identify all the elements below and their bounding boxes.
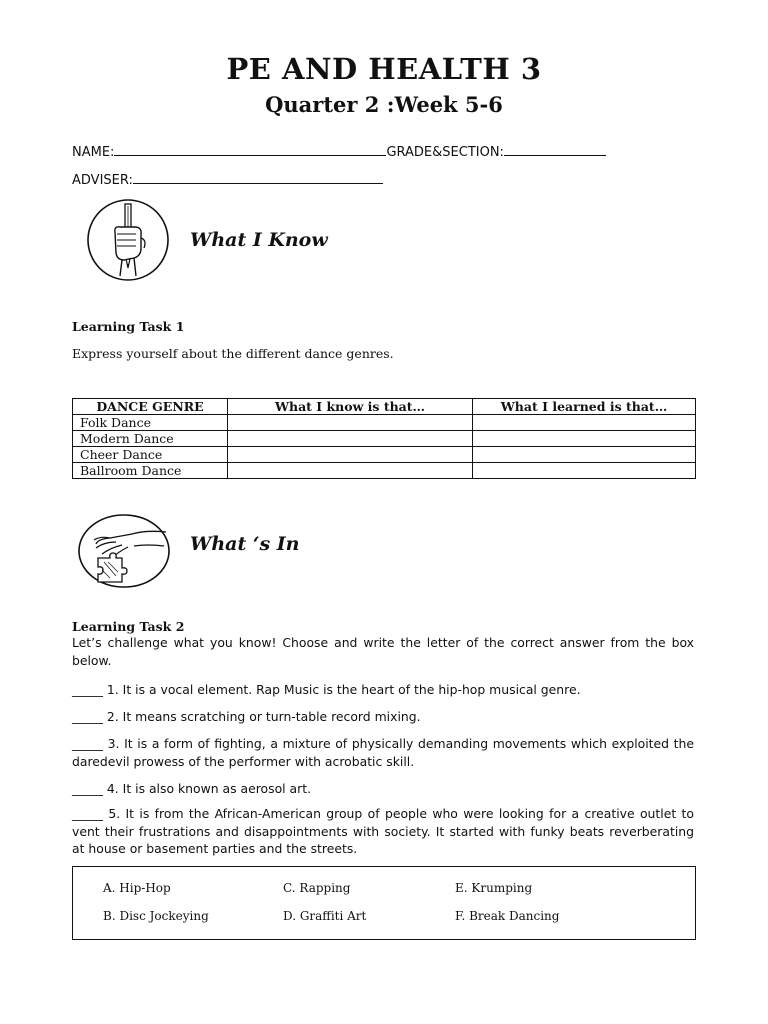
adviser-row (72, 171, 383, 188)
name-blank[interactable] (114, 143, 386, 156)
page-title: PE AND HEALTH 3 (226, 52, 542, 86)
grade-section-label: GRADE&SECTION: (386, 145, 504, 160)
table-row (73, 431, 696, 447)
table-row (73, 415, 696, 431)
genre-cell: Ballroom Dance (73, 463, 228, 479)
adviser-label: ADVISER: (72, 173, 133, 188)
answer-choices-box (72, 866, 696, 940)
column-header: What I know is that… (228, 399, 473, 415)
choice-d: D. Graffiti Art (283, 909, 367, 923)
learning-task-2-label: Learning Task 2 (72, 619, 185, 634)
know-cell[interactable] (228, 415, 473, 431)
question-item: _____ 4. It is also known as aerosol art. (72, 781, 312, 796)
adviser-blank[interactable] (133, 171, 383, 184)
question-item: _____ 1. It is a vocal element. Rap Music is the heart of the hip-hop musical genre. (72, 682, 581, 697)
learned-cell[interactable] (473, 447, 696, 463)
choice-b: B. Disc Jockeying (103, 909, 209, 923)
learning-task-1-label: Learning Task 1 (72, 319, 185, 334)
question-item: _____ 5. It is from the African-American group of people who were looking for a creative outlet to vent their frustrations and disappointments with society. It started with funky beats reverberating at house or basement parties and the streets. (72, 806, 694, 856)
whats-in-heading: What ‘s In (190, 533, 300, 555)
know-cell[interactable] (228, 431, 473, 447)
column-header: What I learned is that… (473, 399, 696, 415)
learned-cell[interactable] (473, 431, 696, 447)
task-2-instruction: Let’s challenge what you know! Choose and write the letter of the correct answer from the box below. (72, 635, 694, 668)
dance-genre-table (72, 398, 696, 479)
hand-placing-puzzle-piece-icon (76, 512, 172, 590)
genre-cell: Folk Dance (73, 415, 228, 431)
page-subtitle: Quarter 2 :Week 5-6 (265, 92, 503, 117)
know-cell[interactable] (228, 463, 473, 479)
table-row (73, 463, 696, 479)
table-header-row (73, 399, 696, 415)
question-item: _____ 2. It means scratching or turn-table record mixing. (72, 709, 421, 724)
learned-cell[interactable] (473, 415, 696, 431)
grade-section-blank[interactable] (504, 143, 606, 156)
question-item: _____ 3. It is a form of fighting, a mixture of physically demanding movements which exploited the daredevil prowess of the performer with acrobatic skill. (72, 736, 694, 769)
table-row (73, 447, 696, 463)
know-cell[interactable] (228, 447, 473, 463)
learned-cell[interactable] (473, 463, 696, 479)
choice-c: C. Rapping (283, 881, 351, 895)
hand-holding-pencil-icon (84, 198, 172, 282)
name-grade-row (72, 143, 606, 160)
task-1-instruction: Express yourself about the different dance genres. (72, 346, 394, 361)
choice-f: F. Break Dancing (455, 909, 560, 923)
choice-e: E. Krumping (455, 881, 533, 895)
choice-a: A. Hip-Hop (103, 881, 171, 895)
name-label: NAME: (72, 145, 115, 160)
column-header: DANCE GENRE (73, 399, 228, 415)
genre-cell: Cheer Dance (73, 447, 228, 463)
genre-cell: Modern Dance (73, 431, 228, 447)
what-i-know-heading: What I Know (190, 229, 328, 251)
